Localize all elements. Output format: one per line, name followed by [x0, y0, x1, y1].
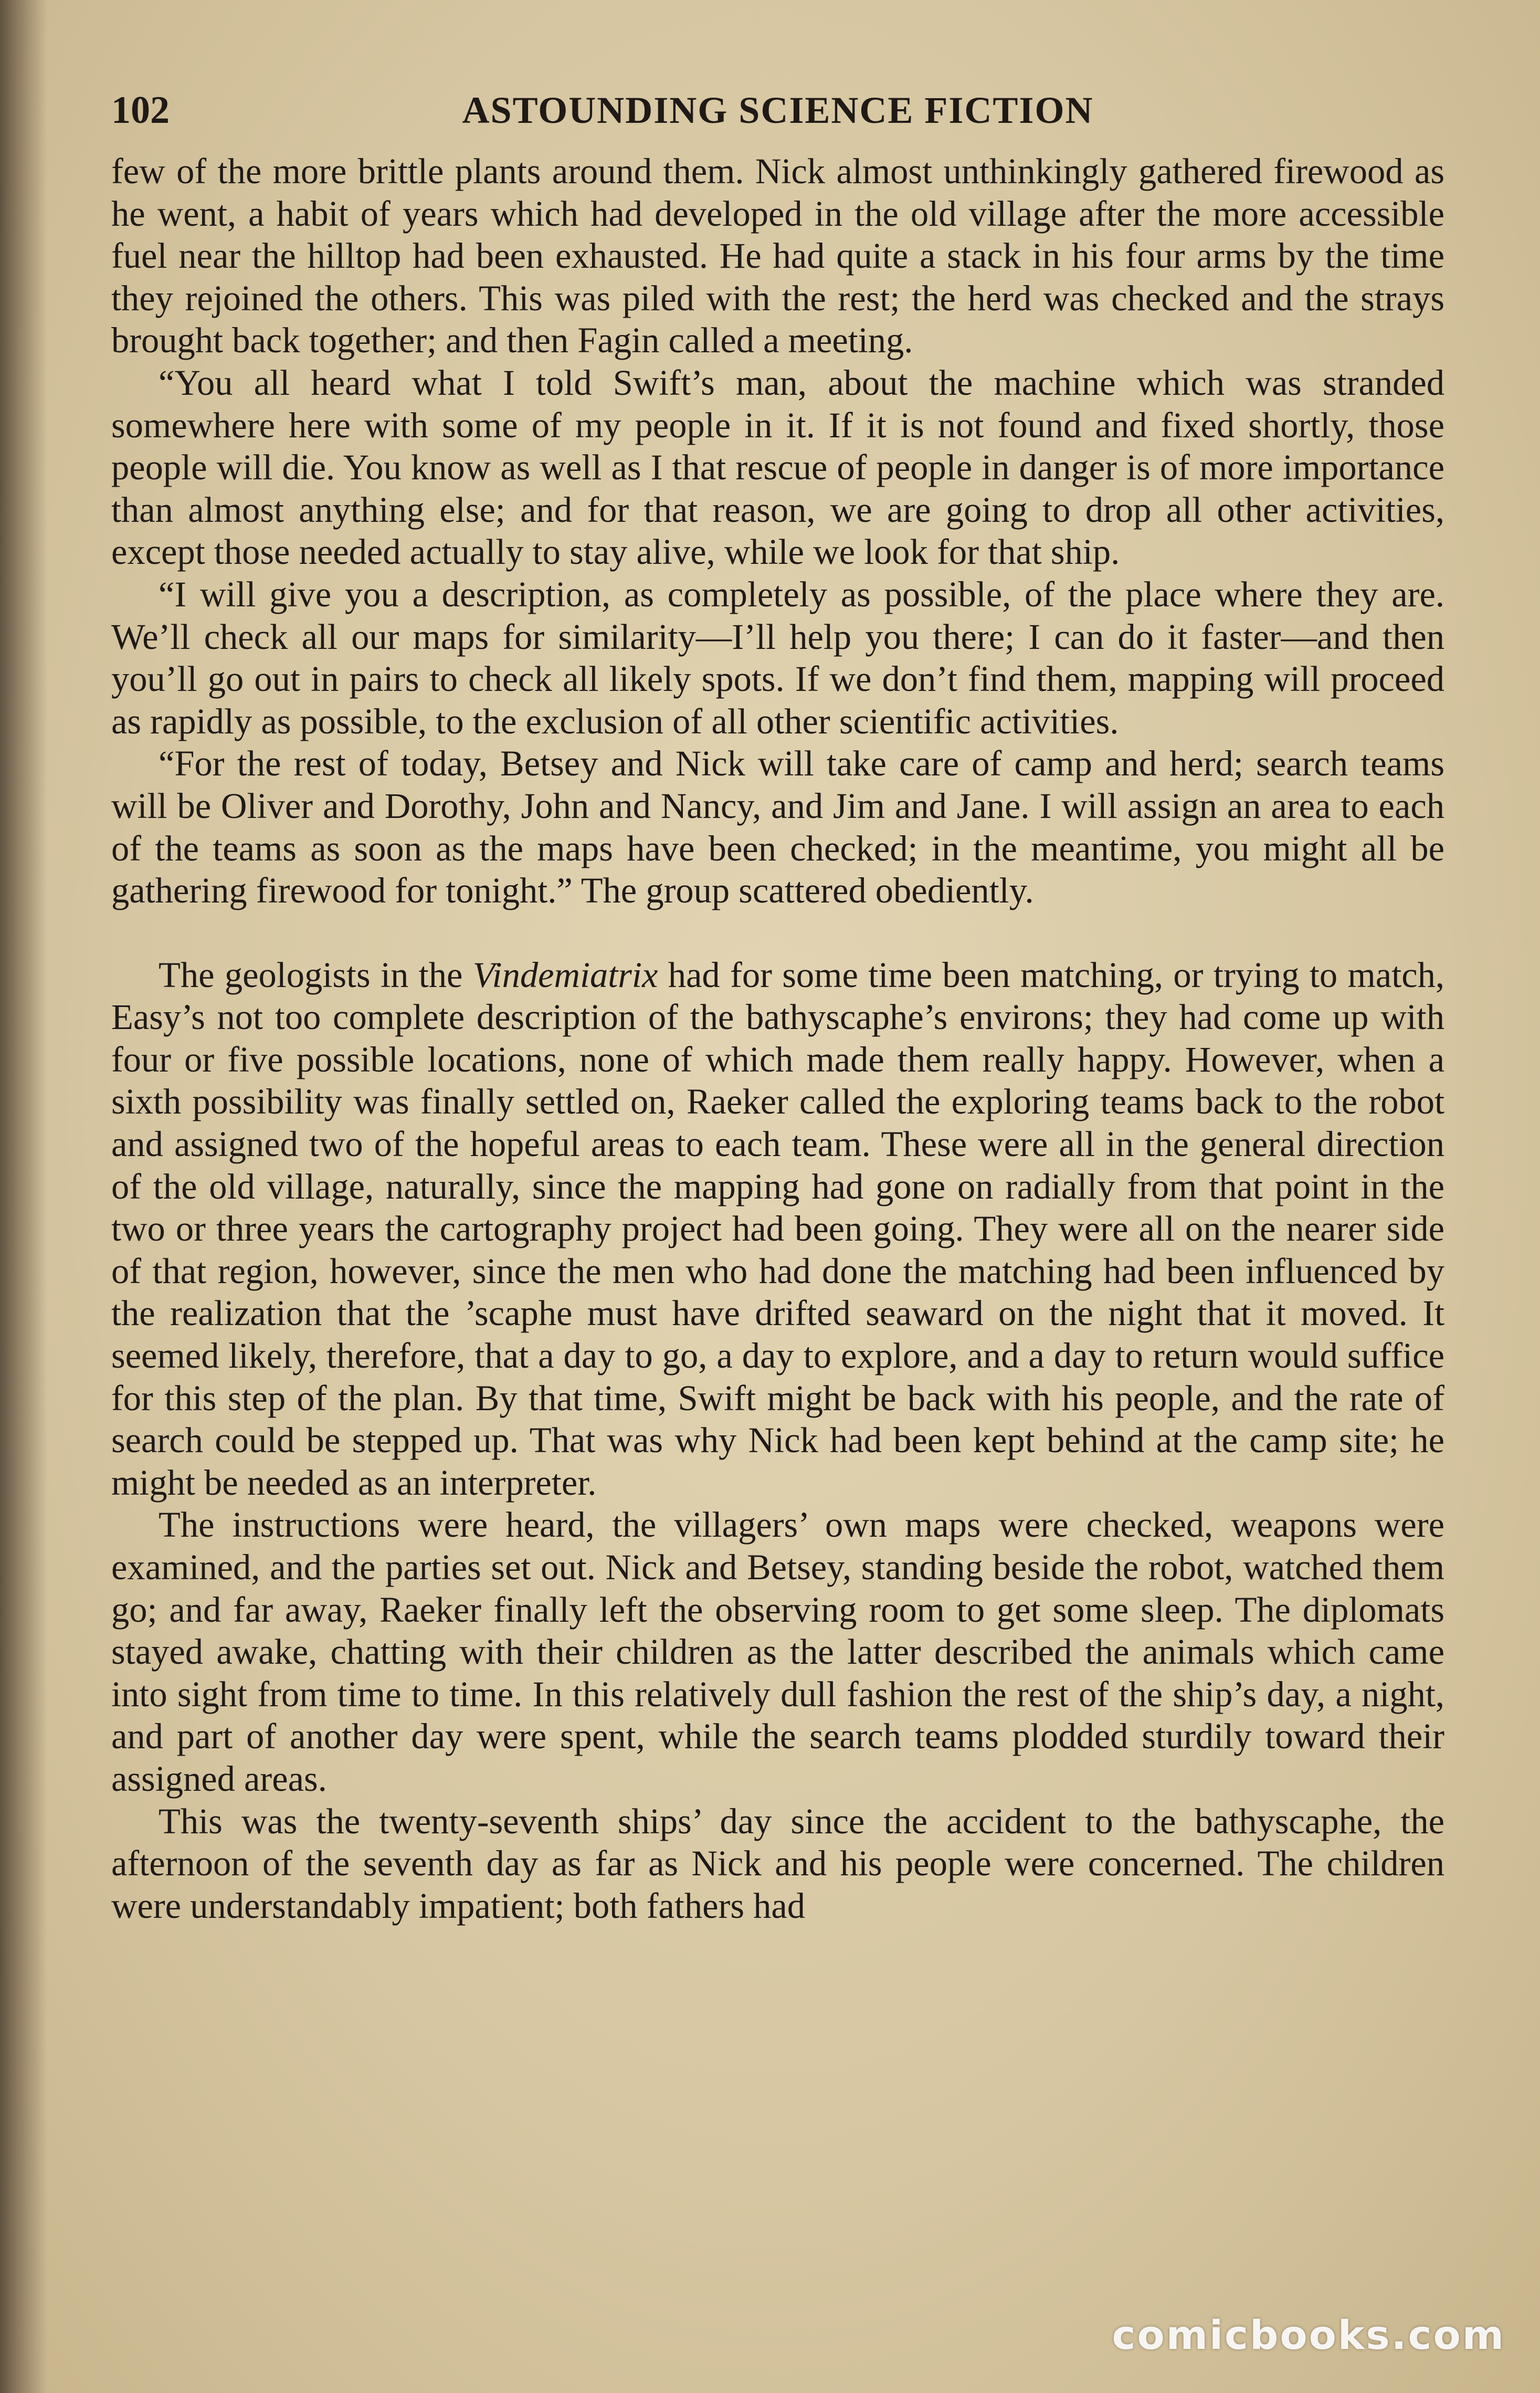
body-text	[111, 150, 1444, 1927]
page-number: 102	[111, 89, 170, 132]
paragraph-1: few of the more brittle plants around them. Nick almost unthinkingly gathered firewood as he went, a habit of years which had developed in the old village after the more accessible fuel near the hilltop had been exhausted. He had quite a stack in his four arms by the time they rejoined the others. This was piled with the rest; the herd was checked and the strays brought back together; and then Fagin called a meeting.	[111, 151, 1444, 361]
paragraph-3: “I will give you a description, as completely as possible, of the place where they are. We’ll check all our maps for similarity—I’ll help you there; I can do it faster—and then you’ll go out in pairs to check all likely spots. If we don’t find them, mapping will proceed as rapidly as possible, to the exclusion of all other scientific activities.	[111, 574, 1444, 741]
section-break	[111, 912, 1444, 954]
ship-name: Vindemiatrix	[472, 954, 658, 995]
paragraph-2: “You all heard what I told Swift’s man, about the machine which was stranded somewhere here with some of my people in it. If it is not found and fixed shortly, those people will die. You know as well as I that rescue of people in danger is of more importance than almost anything else; and for that reason, we are going to drop all other activities, except those needed actually to stay alive, while we look for that ship.	[111, 362, 1444, 572]
paragraph-4: “For the rest of today, Betsey and Nick will take care of camp and herd; search teams will be Oliver and Dorothy, John and Nancy, and Jim and Jane. I will assign an area to each of the teams as soon as the maps have been checked; in the meantime, you might all be gathering firewood for tonight.” The group scattered obediently.	[111, 743, 1444, 911]
paragraph-5	[111, 954, 1444, 1504]
paragraph-7: This was the twenty-seventh ships’ day since the accident to the bathyscaphe, the afternoon of the seventh day as far as Nick and his people were concerned. The children were understandably impatient; both fathers had	[111, 1801, 1444, 1926]
page-header	[111, 74, 1444, 142]
running-head: ASTOUNDING SCIENCE FICTION	[462, 89, 1094, 131]
paragraph-5-lead: The geologists in the	[159, 954, 473, 995]
paragraph-6: The instructions were heard, the villagers’ own maps were checked, weapons were examined, and the parties set out. Nick and Betsey, standing beside the robot, watched them go; and far away, Raeker finally left the observing room to get some sleep. The diplomats stayed awake, chatting with their children as the latter described the animals which came into sight from time to time. In this relatively dull fashion the rest of the ship’s day, a night, and part of another day were spent, while the search teams plodded sturdily toward their assigned areas.	[111, 1505, 1444, 1799]
paragraph-5-body: had for some time been matching, or trying to match, Easy’s not too complete description of the bathyscaphe’s environs; they had come up with four or five possible locations, none of which made them really happy. However, when a sixth possibility was finally settled on, Raeker called the exploring teams back to the robot and assigned two of the hopeful areas to each team. These were all in the general direction of the old village, naturally, since the mapping had gone on radially from that point in the two or three years the cartography project had been going. They were all on the nearer side of that region, however, since the men who had done the matching had been influenced by the realization that the ’scaphe must have drifted seaward on the night that it moved. It seemed likely, therefore, that a day to go, a day to explore, and a day to return would suffice for this step of the plan. By that time, Swift might be back with his people, and the rate of search could be stepped up. That was why Nick had been kept behind at the camp site; he might be needed as an interpreter.	[111, 954, 1444, 1503]
page-binding-shadow	[0, 0, 47, 2393]
watermark: comicbooks.com	[1112, 2312, 1505, 2358]
